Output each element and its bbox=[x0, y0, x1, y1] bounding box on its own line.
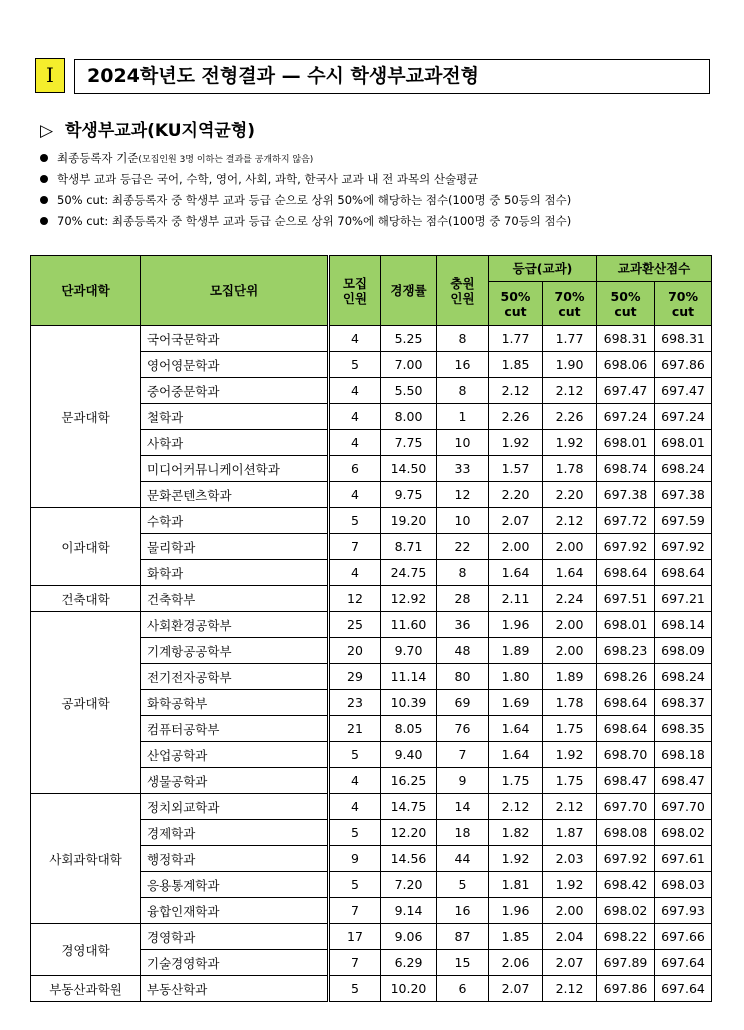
score-cut70-cell: 697.93 bbox=[655, 898, 712, 924]
unit-cell: 문화콘텐츠학과 bbox=[141, 482, 329, 508]
ratio-cell: 14.75 bbox=[381, 794, 437, 820]
score-cut70-cell: 697.66 bbox=[655, 924, 712, 950]
unit-cell: 컴퓨터공학부 bbox=[141, 716, 329, 742]
quota-cell: 4 bbox=[329, 794, 381, 820]
college-cell: 경영대학 bbox=[31, 924, 141, 976]
ratio-cell: 10.39 bbox=[381, 690, 437, 716]
extra-cell: 10 bbox=[437, 430, 489, 456]
grade-cut50-cell: 1.64 bbox=[489, 742, 543, 768]
score-cut70-cell: 698.35 bbox=[655, 716, 712, 742]
grade-cut70-cell: 1.92 bbox=[543, 742, 597, 768]
quota-cell: 7 bbox=[329, 534, 381, 560]
score-cut50-cell: 698.06 bbox=[597, 352, 655, 378]
score-cut70-cell: 697.64 bbox=[655, 976, 712, 1002]
score-cut70-cell: 697.86 bbox=[655, 352, 712, 378]
extra-cell: 12 bbox=[437, 482, 489, 508]
note-item bbox=[40, 148, 571, 169]
unit-cell: 중어중문학과 bbox=[141, 378, 329, 404]
score-cut70-cell: 697.38 bbox=[655, 482, 712, 508]
grade-cut70-cell: 2.12 bbox=[543, 508, 597, 534]
header-score-cut50 bbox=[597, 282, 655, 326]
unit-cell: 건축학부 bbox=[141, 586, 329, 612]
ratio-cell: 12.20 bbox=[381, 820, 437, 846]
score-cut70-cell: 697.61 bbox=[655, 846, 712, 872]
unit-cell: 화학공학부 bbox=[141, 690, 329, 716]
quota-cell: 5 bbox=[329, 742, 381, 768]
grade-cut70-cell: 2.12 bbox=[543, 378, 597, 404]
unit-cell: 전기전자공학부 bbox=[141, 664, 329, 690]
score-cut50-cell: 697.89 bbox=[597, 950, 655, 976]
section-number-badge: I bbox=[35, 58, 65, 93]
grade-cut50-cell: 1.80 bbox=[489, 664, 543, 690]
grade-cut70-cell: 1.89 bbox=[543, 664, 597, 690]
score-cut70-cell: 698.37 bbox=[655, 690, 712, 716]
grade-cut50-cell: 2.26 bbox=[489, 404, 543, 430]
extra-cell: 8 bbox=[437, 326, 489, 352]
header-grade-cut50 bbox=[489, 282, 543, 326]
extra-cell: 16 bbox=[437, 352, 489, 378]
table-row bbox=[31, 794, 712, 820]
grade-cut70-cell: 2.12 bbox=[543, 976, 597, 1002]
grade-cut50-cell: 2.20 bbox=[489, 482, 543, 508]
grade-cut70-cell: 2.26 bbox=[543, 404, 597, 430]
ratio-cell: 8.71 bbox=[381, 534, 437, 560]
quota-cell: 4 bbox=[329, 430, 381, 456]
grade-cut50-cell: 1.96 bbox=[489, 898, 543, 924]
bullet-icon bbox=[40, 196, 48, 204]
ratio-cell: 10.20 bbox=[381, 976, 437, 1002]
unit-cell: 철학과 bbox=[141, 404, 329, 430]
unit-cell: 미디어커뮤니케이션학과 bbox=[141, 456, 329, 482]
quota-cell: 9 bbox=[329, 846, 381, 872]
header-score-group: 교과환산점수 bbox=[597, 256, 712, 282]
score-cut50-cell: 697.86 bbox=[597, 976, 655, 1002]
extra-cell: 80 bbox=[437, 664, 489, 690]
score-cut50-cell: 698.01 bbox=[597, 430, 655, 456]
score-cut70-cell: 698.47 bbox=[655, 768, 712, 794]
ratio-cell: 19.20 bbox=[381, 508, 437, 534]
grade-cut70-cell: 1.75 bbox=[543, 768, 597, 794]
grade-cut70-cell: 2.12 bbox=[543, 794, 597, 820]
score-cut70-cell: 697.92 bbox=[655, 534, 712, 560]
score-cut70-cell: 698.03 bbox=[655, 872, 712, 898]
score-cut50-cell: 698.01 bbox=[597, 612, 655, 638]
score-cut70-cell: 697.24 bbox=[655, 404, 712, 430]
score-cut50-cell: 697.92 bbox=[597, 846, 655, 872]
ratio-cell: 14.56 bbox=[381, 846, 437, 872]
grade-cut70-cell: 1.78 bbox=[543, 456, 597, 482]
table-row bbox=[31, 924, 712, 950]
college-cell: 문과대학 bbox=[31, 326, 141, 508]
extra-cell: 8 bbox=[437, 560, 489, 586]
quota-cell: 25 bbox=[329, 612, 381, 638]
ratio-cell: 5.25 bbox=[381, 326, 437, 352]
extra-cell: 76 bbox=[437, 716, 489, 742]
ratio-cell: 9.75 bbox=[381, 482, 437, 508]
bullet-icon bbox=[40, 154, 48, 162]
table-row bbox=[31, 976, 712, 1002]
score-cut50-cell: 698.64 bbox=[597, 716, 655, 742]
header-extra bbox=[437, 256, 489, 326]
grade-cut50-cell: 1.92 bbox=[489, 430, 543, 456]
extra-cell: 18 bbox=[437, 820, 489, 846]
header-quota-text: 모집 인원 bbox=[342, 275, 368, 306]
score-cut70-cell: 698.64 bbox=[655, 560, 712, 586]
grade-cut50-cell: 2.06 bbox=[489, 950, 543, 976]
unit-cell: 사학과 bbox=[141, 430, 329, 456]
quota-cell: 29 bbox=[329, 664, 381, 690]
grade-cut50-cell: 2.11 bbox=[489, 586, 543, 612]
header-ratio: 경쟁률 bbox=[381, 256, 437, 326]
quota-cell: 4 bbox=[329, 482, 381, 508]
score-cut50-cell: 697.72 bbox=[597, 508, 655, 534]
score-cut70-cell: 697.21 bbox=[655, 586, 712, 612]
header-extra-text: 충원 인원 bbox=[450, 275, 475, 306]
extra-cell: 69 bbox=[437, 690, 489, 716]
score-cut70-cell: 698.24 bbox=[655, 664, 712, 690]
extra-cell: 8 bbox=[437, 378, 489, 404]
bullet-icon bbox=[40, 217, 48, 225]
note-small-text: (모집인원 3명 이하는 결과를 공개하지 않음) bbox=[138, 155, 314, 165]
quota-cell: 4 bbox=[329, 768, 381, 794]
grade-cut50-cell: 1.85 bbox=[489, 924, 543, 950]
unit-cell: 생물공학과 bbox=[141, 768, 329, 794]
score-cut70-cell: 698.31 bbox=[655, 326, 712, 352]
grade-cut50-cell: 1.57 bbox=[489, 456, 543, 482]
score-cut50-cell: 697.51 bbox=[597, 586, 655, 612]
table-row bbox=[31, 508, 712, 534]
grade-cut70-cell: 2.03 bbox=[543, 846, 597, 872]
unit-cell: 물리학과 bbox=[141, 534, 329, 560]
ratio-cell: 11.14 bbox=[381, 664, 437, 690]
title-badge-wrap bbox=[36, 59, 66, 94]
score-cut50-cell: 698.22 bbox=[597, 924, 655, 950]
score-cut70-cell: 698.18 bbox=[655, 742, 712, 768]
score-cut50-cell: 697.92 bbox=[597, 534, 655, 560]
extra-cell: 87 bbox=[437, 924, 489, 950]
grade-cut70-cell: 2.04 bbox=[543, 924, 597, 950]
score-cut70-cell: 698.09 bbox=[655, 638, 712, 664]
score-cut50-cell: 698.23 bbox=[597, 638, 655, 664]
grade-cut70-cell: 1.75 bbox=[543, 716, 597, 742]
note-text: 50% cut: 최종등록자 중 학생부 교과 등급 순으로 상위 50%에 해당하는 점수(100명 중 50등의 점수) bbox=[57, 193, 572, 207]
bullet-icon bbox=[40, 175, 48, 183]
extra-cell: 6 bbox=[437, 976, 489, 1002]
unit-cell: 응용통계학과 bbox=[141, 872, 329, 898]
score-cut50-cell: 698.31 bbox=[597, 326, 655, 352]
score-cut50-cell: 698.26 bbox=[597, 664, 655, 690]
page-title: 2024학년도 전형결과 — 수시 학생부교과전형 bbox=[74, 59, 710, 94]
score-cut50-cell: 698.02 bbox=[597, 898, 655, 924]
note-item bbox=[40, 169, 571, 190]
grade-cut50-cell: 2.07 bbox=[489, 976, 543, 1002]
grade-cut70-cell: 2.24 bbox=[543, 586, 597, 612]
grade-cut70-cell: 1.90 bbox=[543, 352, 597, 378]
extra-cell: 22 bbox=[437, 534, 489, 560]
quota-cell: 6 bbox=[329, 456, 381, 482]
extra-cell: 7 bbox=[437, 742, 489, 768]
grade-cut50-cell: 2.12 bbox=[489, 794, 543, 820]
grade-cut70-cell: 2.20 bbox=[543, 482, 597, 508]
grade-cut50-cell: 1.92 bbox=[489, 846, 543, 872]
ratio-cell: 6.29 bbox=[381, 950, 437, 976]
grade-cut50-cell: 1.96 bbox=[489, 612, 543, 638]
score-cut50-cell: 698.74 bbox=[597, 456, 655, 482]
unit-cell: 수학과 bbox=[141, 508, 329, 534]
ratio-cell: 5.50 bbox=[381, 378, 437, 404]
unit-cell: 행정학과 bbox=[141, 846, 329, 872]
score-cut70-cell: 698.14 bbox=[655, 612, 712, 638]
section-title: 학생부교과(KU지역균형) bbox=[65, 121, 256, 141]
quota-cell: 20 bbox=[329, 638, 381, 664]
table-body bbox=[31, 326, 712, 1002]
ratio-cell: 7.00 bbox=[381, 352, 437, 378]
quota-cell: 5 bbox=[329, 976, 381, 1002]
score-cut70-cell: 698.02 bbox=[655, 820, 712, 846]
triangle-marker-icon: ▷ bbox=[40, 121, 54, 141]
score-cut70-cell: 698.01 bbox=[655, 430, 712, 456]
score-cut70-cell: 697.70 bbox=[655, 794, 712, 820]
score-cut50-cell: 698.64 bbox=[597, 690, 655, 716]
quota-cell: 5 bbox=[329, 872, 381, 898]
unit-cell: 산업공학과 bbox=[141, 742, 329, 768]
quota-cell: 21 bbox=[329, 716, 381, 742]
extra-cell: 10 bbox=[437, 508, 489, 534]
grade-cut50-cell: 1.81 bbox=[489, 872, 543, 898]
ratio-cell: 9.70 bbox=[381, 638, 437, 664]
extra-cell: 33 bbox=[437, 456, 489, 482]
grade-cut70-cell: 1.77 bbox=[543, 326, 597, 352]
quota-cell: 5 bbox=[329, 820, 381, 846]
extra-cell: 36 bbox=[437, 612, 489, 638]
extra-cell: 5 bbox=[437, 872, 489, 898]
note-item bbox=[40, 190, 571, 211]
score-cut50-cell: 697.70 bbox=[597, 794, 655, 820]
score-cut50-cell: 698.70 bbox=[597, 742, 655, 768]
score-cut50-cell: 697.24 bbox=[597, 404, 655, 430]
score-cut50-cell: 698.64 bbox=[597, 560, 655, 586]
unit-cell: 경영학과 bbox=[141, 924, 329, 950]
header-grade-cut70 bbox=[543, 282, 597, 326]
header-cut50-text: 50% cut bbox=[500, 288, 531, 319]
note-item bbox=[40, 211, 571, 232]
quota-cell: 4 bbox=[329, 404, 381, 430]
quota-cell: 7 bbox=[329, 950, 381, 976]
extra-cell: 1 bbox=[437, 404, 489, 430]
score-cut70-cell: 697.64 bbox=[655, 950, 712, 976]
ratio-cell: 9.14 bbox=[381, 898, 437, 924]
grade-cut50-cell: 1.82 bbox=[489, 820, 543, 846]
grade-cut50-cell: 1.85 bbox=[489, 352, 543, 378]
ratio-cell: 14.50 bbox=[381, 456, 437, 482]
ratio-cell: 8.00 bbox=[381, 404, 437, 430]
grade-cut50-cell: 1.77 bbox=[489, 326, 543, 352]
college-cell: 사회과학대학 bbox=[31, 794, 141, 924]
score-cut50-cell: 698.08 bbox=[597, 820, 655, 846]
unit-cell: 정치외교학과 bbox=[141, 794, 329, 820]
table-row bbox=[31, 612, 712, 638]
grade-cut50-cell: 1.89 bbox=[489, 638, 543, 664]
grade-cut70-cell: 2.00 bbox=[543, 612, 597, 638]
note-text: 70% cut: 최종등록자 중 학생부 교과 등급 순으로 상위 70%에 해당하는 점수(100명 중 70등의 점수) bbox=[57, 214, 572, 228]
ratio-cell: 9.40 bbox=[381, 742, 437, 768]
unit-cell: 화학과 bbox=[141, 560, 329, 586]
unit-cell: 기계항공공학부 bbox=[141, 638, 329, 664]
header-grade-group: 등급(교과) bbox=[489, 256, 597, 282]
extra-cell: 15 bbox=[437, 950, 489, 976]
ratio-cell: 7.75 bbox=[381, 430, 437, 456]
grade-cut70-cell: 2.00 bbox=[543, 898, 597, 924]
table-row bbox=[31, 326, 712, 352]
grade-cut70-cell: 2.07 bbox=[543, 950, 597, 976]
quota-cell: 17 bbox=[329, 924, 381, 950]
extra-cell: 14 bbox=[437, 794, 489, 820]
header-cut50-text: 50% cut bbox=[610, 288, 641, 319]
quota-cell: 7 bbox=[329, 898, 381, 924]
notes-list bbox=[40, 148, 571, 232]
header-cut70-text: 70% cut bbox=[668, 288, 698, 319]
quota-cell: 23 bbox=[329, 690, 381, 716]
unit-cell: 기술경영학과 bbox=[141, 950, 329, 976]
extra-cell: 16 bbox=[437, 898, 489, 924]
quota-cell: 5 bbox=[329, 352, 381, 378]
college-cell: 공과대학 bbox=[31, 612, 141, 794]
grade-cut50-cell: 1.64 bbox=[489, 716, 543, 742]
college-cell: 건축대학 bbox=[31, 586, 141, 612]
quota-cell: 4 bbox=[329, 378, 381, 404]
score-cut70-cell: 697.59 bbox=[655, 508, 712, 534]
quota-cell: 12 bbox=[329, 586, 381, 612]
quota-cell: 4 bbox=[329, 560, 381, 586]
unit-cell: 경제학과 bbox=[141, 820, 329, 846]
header-cut70-text: 70% cut bbox=[554, 288, 585, 319]
header-unit: 모집단위 bbox=[141, 256, 329, 326]
grade-cut70-cell: 1.78 bbox=[543, 690, 597, 716]
unit-cell: 융합인재학과 bbox=[141, 898, 329, 924]
extra-cell: 28 bbox=[437, 586, 489, 612]
score-cut50-cell: 697.47 bbox=[597, 378, 655, 404]
unit-cell: 부동산학과 bbox=[141, 976, 329, 1002]
grade-cut70-cell: 2.00 bbox=[543, 638, 597, 664]
note-text: 최종등록자 기준 bbox=[57, 151, 139, 165]
grade-cut70-cell: 2.00 bbox=[543, 534, 597, 560]
ratio-cell: 7.20 bbox=[381, 872, 437, 898]
college-cell: 부동산과학원 bbox=[31, 976, 141, 1002]
header-quota bbox=[329, 256, 381, 326]
ratio-cell: 12.92 bbox=[381, 586, 437, 612]
extra-cell: 44 bbox=[437, 846, 489, 872]
unit-cell: 국어국문학과 bbox=[141, 326, 329, 352]
grade-cut50-cell: 2.07 bbox=[489, 508, 543, 534]
grade-cut50-cell: 1.75 bbox=[489, 768, 543, 794]
college-cell: 이과대학 bbox=[31, 508, 141, 586]
score-cut50-cell: 697.38 bbox=[597, 482, 655, 508]
unit-cell: 사회환경공학부 bbox=[141, 612, 329, 638]
ratio-cell: 9.06 bbox=[381, 924, 437, 950]
results-table bbox=[30, 255, 712, 1002]
note-text: 학생부 교과 등급은 국어, 수학, 영어, 사회, 과학, 한국사 교과 내 전 과목의 산술평균 bbox=[57, 172, 479, 186]
ratio-cell: 8.05 bbox=[381, 716, 437, 742]
score-cut50-cell: 698.47 bbox=[597, 768, 655, 794]
grade-cut50-cell: 2.12 bbox=[489, 378, 543, 404]
score-cut70-cell: 697.47 bbox=[655, 378, 712, 404]
grade-cut50-cell: 1.64 bbox=[489, 560, 543, 586]
extra-cell: 9 bbox=[437, 768, 489, 794]
grade-cut70-cell: 1.92 bbox=[543, 430, 597, 456]
header-score-cut70 bbox=[655, 282, 712, 326]
score-cut70-cell: 698.24 bbox=[655, 456, 712, 482]
extra-cell: 48 bbox=[437, 638, 489, 664]
grade-cut70-cell: 1.92 bbox=[543, 872, 597, 898]
unit-cell: 영어영문학과 bbox=[141, 352, 329, 378]
ratio-cell: 16.25 bbox=[381, 768, 437, 794]
score-cut50-cell: 698.42 bbox=[597, 872, 655, 898]
table-row bbox=[31, 586, 712, 612]
ratio-cell: 24.75 bbox=[381, 560, 437, 586]
ratio-cell: 11.60 bbox=[381, 612, 437, 638]
quota-cell: 5 bbox=[329, 508, 381, 534]
grade-cut50-cell: 2.00 bbox=[489, 534, 543, 560]
grade-cut50-cell: 1.69 bbox=[489, 690, 543, 716]
grade-cut70-cell: 1.87 bbox=[543, 820, 597, 846]
section-heading bbox=[40, 116, 255, 141]
grade-cut70-cell: 1.64 bbox=[543, 560, 597, 586]
header-college: 단과대학 bbox=[31, 256, 141, 326]
quota-cell: 4 bbox=[329, 326, 381, 352]
